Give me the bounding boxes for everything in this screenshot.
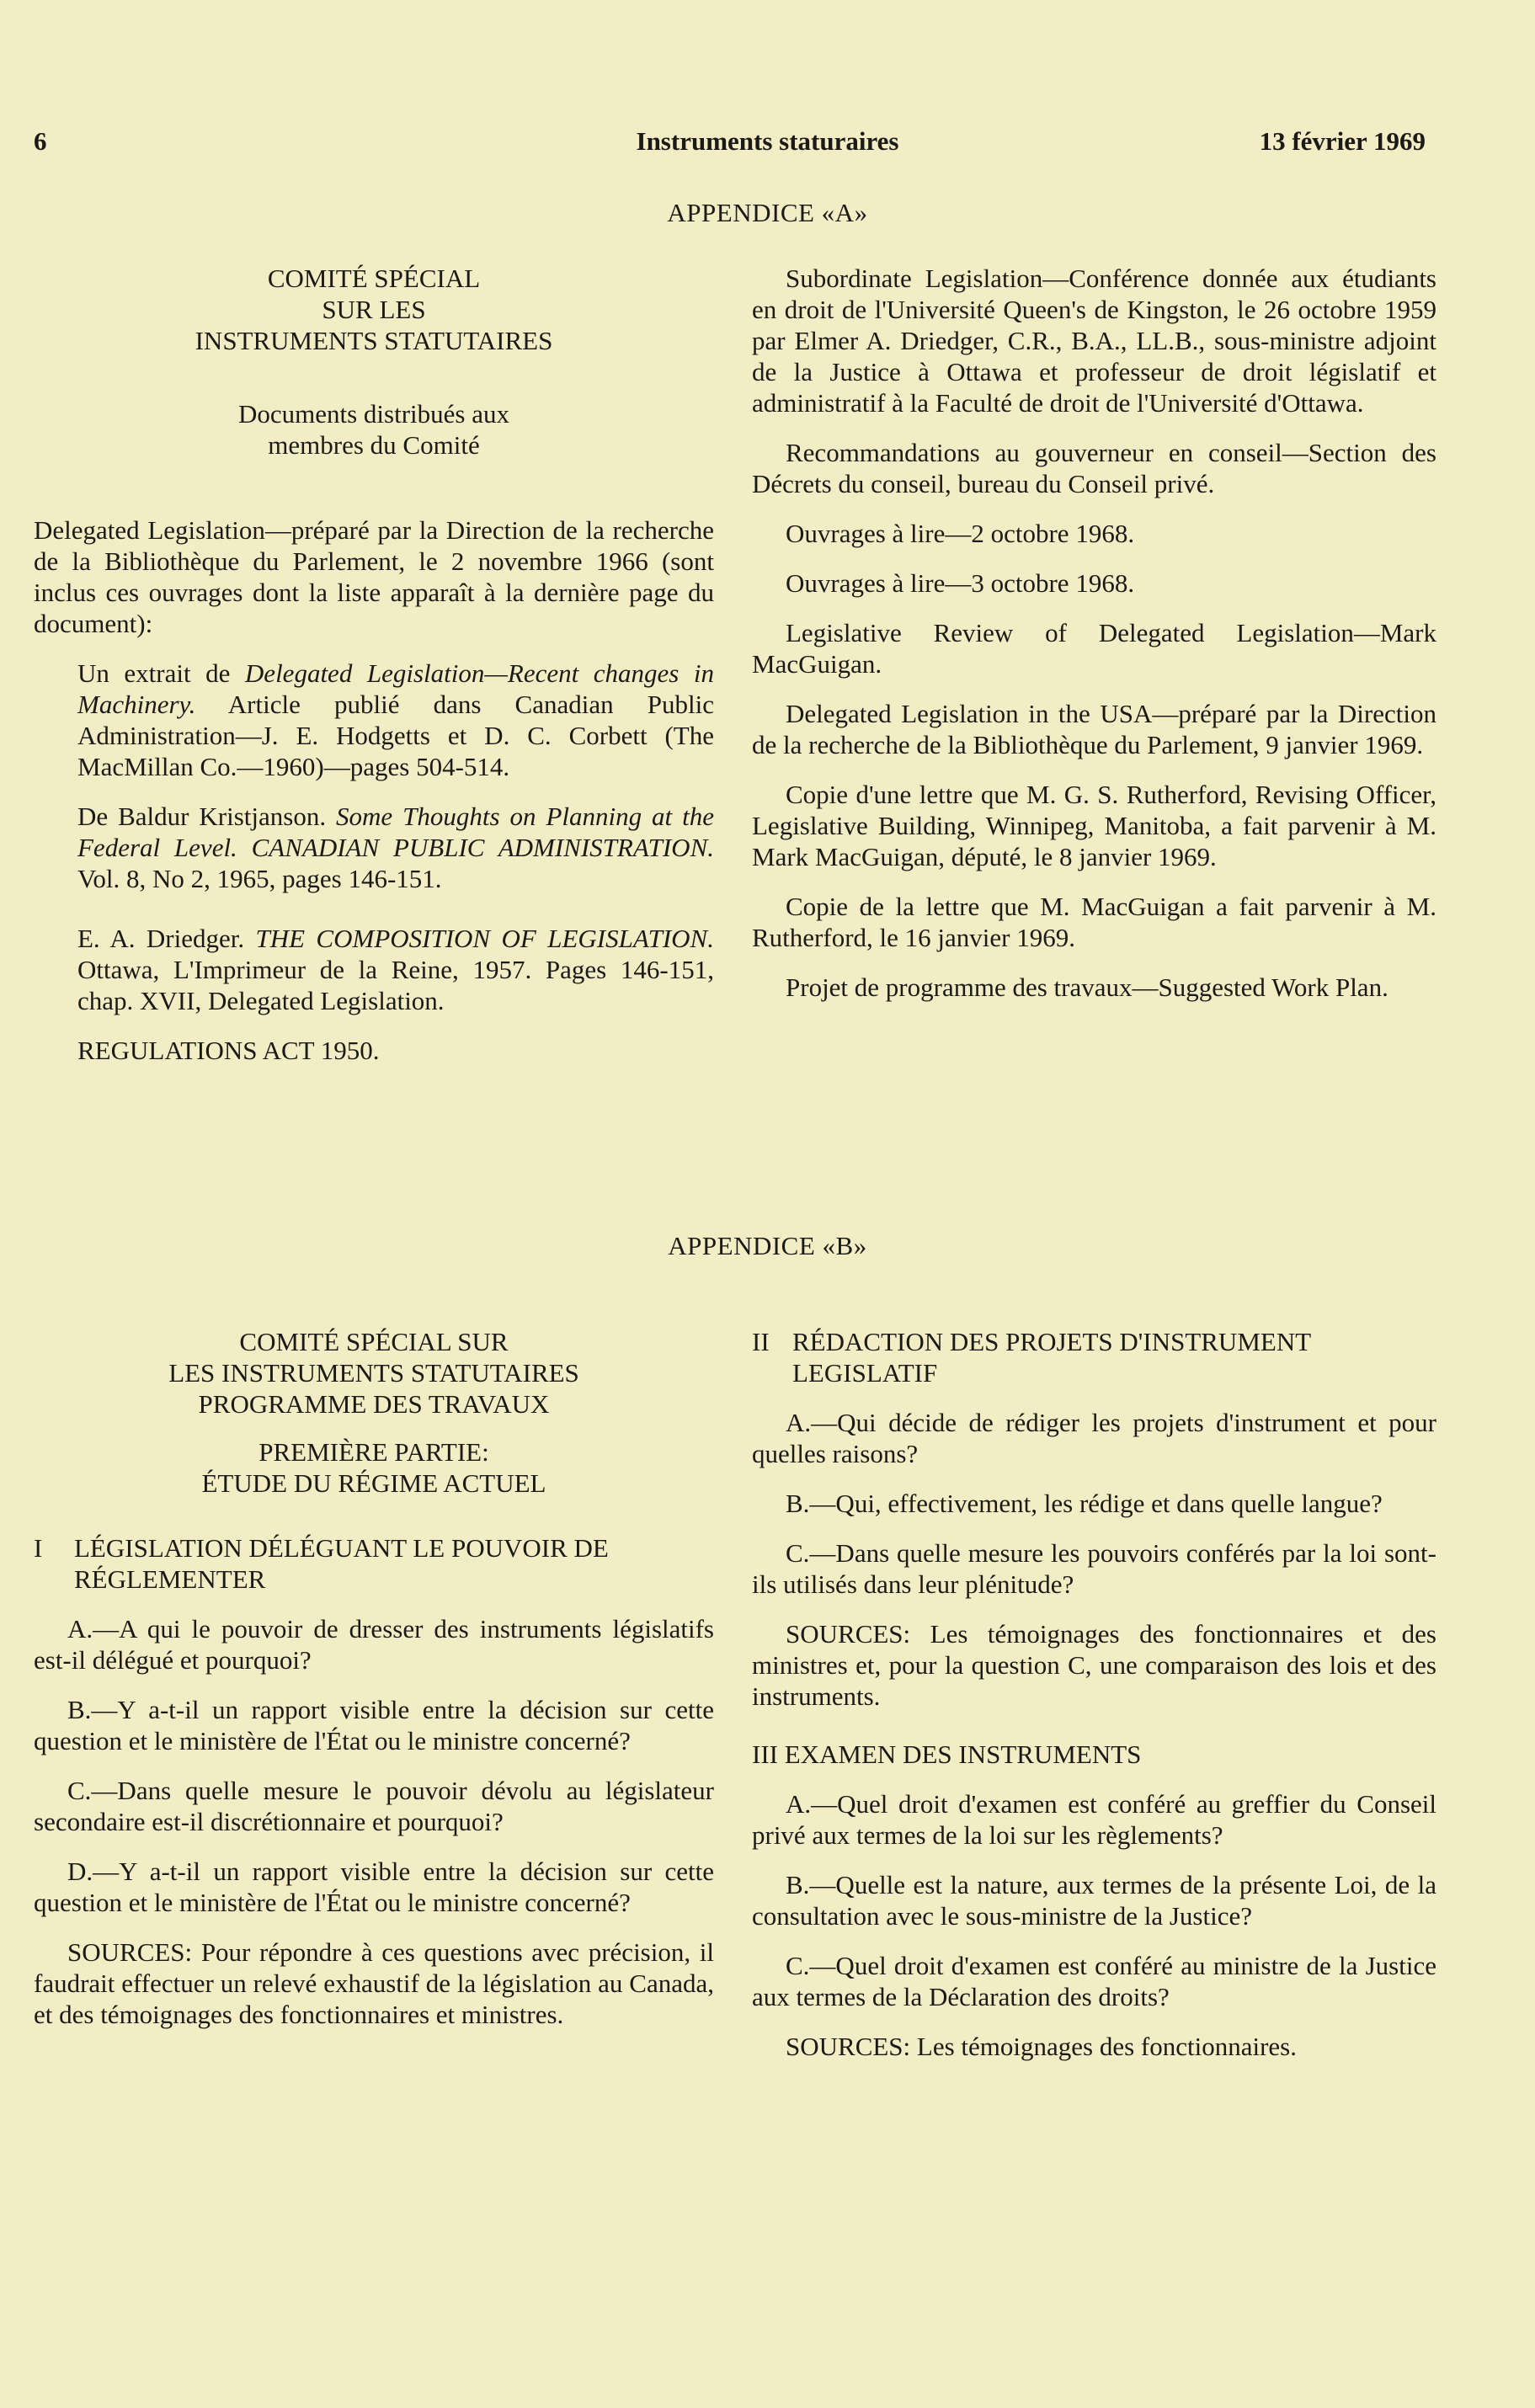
paragraph: C.—Quel droit d'examen est conféré au ministre de la Justice aux termes de la Déclaration des droits? [752,1951,1436,2011]
list-item: REGULATIONS ACT 1950. [77,1036,380,1065]
section-heading: I LÉGISLATION DÉLÉGUANT LE POUVOIR DE RÉGLEMENTER [34,1533,609,1594]
appendix-a-right-column [752,263,1436,1021]
paragraph: SOURCES: Pour répondre à ces questions avec précision, il faudrait effectuer un relevé exhaustif de la législation au Canada, et des témoignages des fonctionnaires et ministres. [34,1937,714,2029]
header-date: 13 février 1969 [1259,126,1426,156]
paragraph: SOURCES: Les témoignages des fonctionnaires. [786,2032,1297,2061]
running-title: Instruments staturaires [636,126,899,156]
paragraph: Delegated Legislation in the USA—préparé par la Direction de la recherche de la Bibliothèque du Parlement, 9 janvier 1969. [752,699,1436,759]
paragraph: Delegated Legislation—préparé par la Direction de la recherche de la Bibliothèque du Parlement, le 2 novembre 1966 (sont inclus ces ouvrages dont la liste apparaît à la dernière page du document): [34,515,714,638]
paragraph: C.—Dans quelle mesure le pouvoir dévolu au législateur secondaire est-il discrétionnaire et pourquoi? [34,1776,714,1836]
paragraph: B.—Quelle est la nature, aux termes de la présente Loi, de la consultation avec le sous-ministre de la Justice? [752,1870,1436,1931]
paragraph: Copie d'une lettre que M. G. S. Rutherford, Revising Officer, Legislative Building, Winnipeg, Manitoba, a fait parvenir à M. Mark MacGuigan, député, le 8 janvier 1969. [752,780,1436,871]
page-number: 6 [34,126,47,156]
paragraph: Recommandations au gouverneur en conseil—Section des Décrets du conseil, bureau du Conseil privé. [752,438,1436,498]
paragraph: Ouvrages à lire—3 octobre 1968. [786,568,1135,598]
paragraph: B.—Qui, effectivement, les rédige et dans quelle langue? [786,1489,1383,1518]
appendix-a-left-column [34,263,714,1084]
paragraph: C.—Dans quelle mesure les pouvoirs conférés par la loi sont-ils utilisés dans leur plénitude? [752,1538,1436,1599]
paragraph: D.—Y a-t-il un rapport visible entre la décision sur cette question et le ministère de l'État ou le ministre concerné? [34,1857,714,1917]
paragraph: B.—Y a-t-il un rapport visible entre la décision sur cette question et le ministère de l'État ou le ministre concerné? [34,1695,714,1755]
list-item: De Baldur Kristjanson. Some Thoughts on Planning at the Federal Level. CANADIAN PUBLIC ADMINISTRATION. Vol. 8, No 2, 1965, pages 146-151. [77,802,714,893]
paragraph: Copie de la lettre que M. MacGuigan a fait parvenir à M. Rutherford, le 16 janvier 1969. [752,892,1436,952]
appendix-b-title: APPENDICE «B» [668,1231,867,1260]
section-heading: III EXAMEN DES INSTRUMENTS [752,1739,1142,1769]
paragraph: Legislative Review of Delegated Legislation—Mark MacGuigan. [752,618,1436,679]
paragraph: Projet de programme des travaux—Suggested Work Plan. [786,972,1388,1002]
list-item: E. A. Driedger. THE COMPOSITION OF LEGISLATION. Ottawa, L'Imprimeur de la Reine, 1957. Pages 146-151, chap. XVII, Delegated Legislation. [77,924,714,1015]
paragraph: A.—Qui décide de rédiger les projets d'instrument et pour quelles raisons? [752,1408,1436,1468]
committee-heading: COMITÉ SPÉCIAL SUR LES INSTRUMENTS STATUTAIRES [195,264,553,355]
paragraph: Subordinate Legislation—Conférence donnée aux étudiants en droit de l'Université Queen's de Kingston, le 26 octobre 1959 par Elmer A. Driedger, C.R., B.A., LL.B., sous-ministre adjoint de la Justice à Ottawa et professeur de droit législatif et administratif à la Faculté de droit de l'Université d'Ottawa. [752,264,1436,418]
paragraph: Ouvrages à lire—2 octobre 1968. [786,519,1135,548]
paragraph: A.—Quel droit d'examen est conféré au greffier du Conseil privé aux termes de la loi sur les règlements? [752,1789,1436,1850]
distributed-docs-heading: Documents distribués aux membres du Comité [237,399,509,460]
appendix-a-title: APPENDICE «A» [667,198,868,227]
list-item: Un extrait de Delegated Legislation—Recent changes in Machinery. Article publié dans Canadian Public Administration—J. E. Hodgetts et D. C. Corbett (The MacMillan Co.—1960)—pages 504-514. [77,658,714,781]
section-heading: II RÉDACTION DES PROJETS D'INSTRUMENT LEGISLATIF [752,1327,1311,1388]
part-heading: PREMIÈRE PARTIE: ÉTUDE DU RÉGIME ACTUEL [201,1437,546,1498]
appendix-b-left-column [34,1326,714,2048]
appendix-b-right-column [752,1326,1436,2080]
paragraph: A.—A qui le pouvoir de dresser des instruments législatifs est-il délégué et pourquoi? [34,1614,714,1675]
committee-heading: COMITÉ SPÉCIAL SUR LES INSTRUMENTS STATUTAIRES PROGRAMME DES TRAVAUX [168,1327,579,1419]
paragraph: SOURCES: Les témoignages des fonctionnaires et des ministres et, pour la question C, une comparaison des lois et des instruments. [752,1619,1436,1711]
